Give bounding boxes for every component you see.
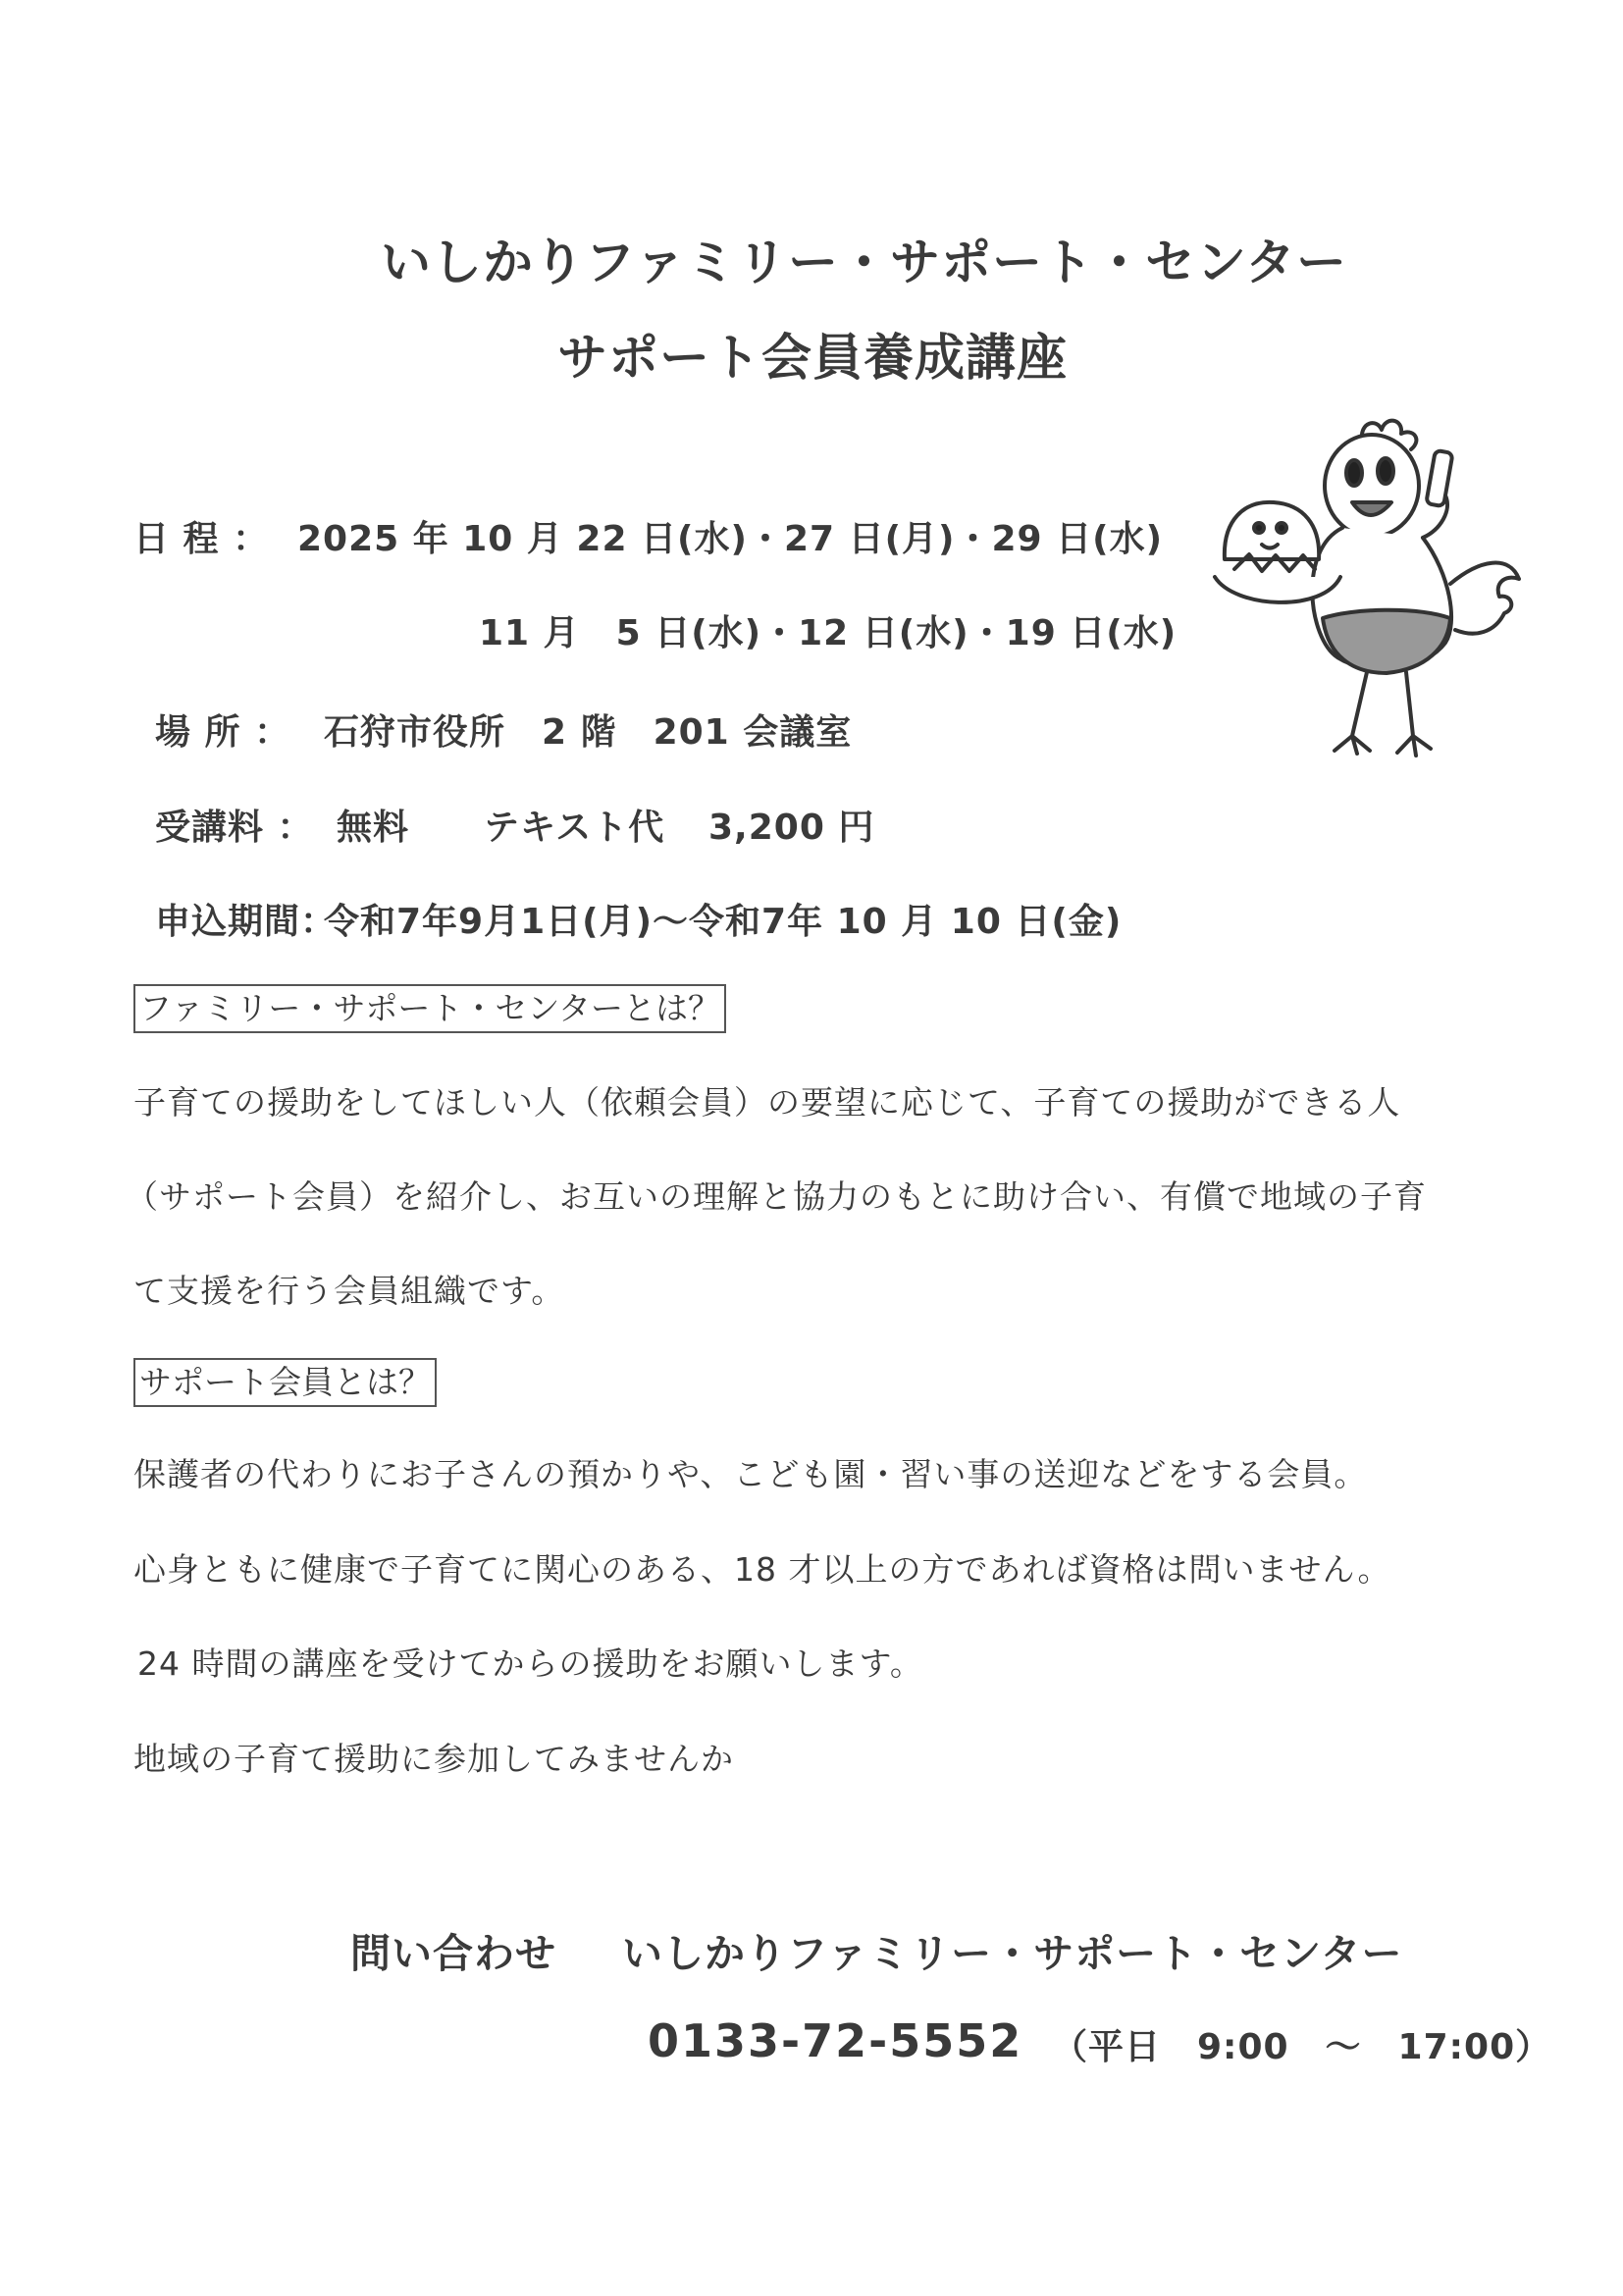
contact-phone: 0133-72-5552 (648, 2014, 1023, 2067)
section2-line1: 保護者の代わりにお子さんの預かりや、こども園・習い事の送迎などをする会員。 (133, 1455, 1368, 1493)
fee-value: 無料 (337, 808, 410, 848)
contact-organization: いしかりファミリー・サポート・センター (622, 1930, 1403, 1977)
hen-mascot-illustration (1205, 412, 1539, 775)
section1-line3: て支援を行う会員組織です。 (133, 1272, 565, 1310)
title-line1: いしかりファミリー・サポート・センター (381, 235, 1347, 292)
application-label: 申込期間： (155, 902, 338, 942)
fee-label: 受講料 ： (155, 808, 314, 848)
section1-line2: （サポート会員）を紹介し、お互いの理解と協力のもとに助け合い、有償で地域の子育 (126, 1177, 1427, 1216)
text-fee-label: テキスト代 (484, 808, 665, 848)
section2-line4: 地域の子育て援助に参加してみませんか (133, 1740, 734, 1778)
contact-label: 問い合わせ (350, 1930, 556, 1977)
section1-line1: 子育ての援助をしてほしい人（依頼会員）の要望に応じて、子育ての援助ができる人 (133, 1083, 1401, 1122)
text-fee-value: 3,200 円 (708, 808, 875, 848)
schedule-label: 日 程 ： (133, 519, 270, 559)
title-line2: サポート会員養成講座 (557, 330, 1069, 388)
section2-line2: 心身ともに健康で子育てに関心のある、18 才以上の方であれば資格は問いません。 (133, 1550, 1391, 1589)
section2-line3: 24 時間の講座を受けてからの援助をお願いします。 (137, 1644, 923, 1683)
contact-hours: （平日 9:00 ～ 17:00） (1052, 2027, 1552, 2067)
venue-label: 場 所 ： (155, 712, 291, 753)
schedule-dates-line2: 11 月 5 日(水)・12 日(水)・19 日(水) (479, 613, 1178, 653)
venue-value: 石狩市役所 2 階 201 会議室 (324, 712, 853, 753)
application-value: 令和7年9月1日(月)～令和7年 10 月 10 日(金) (324, 902, 1123, 942)
schedule-dates-line1: 2025 年 10 月 22 日(水)・27 日(月)・29 日(水) (297, 519, 1164, 559)
section2-heading: サポート会員とは？ (133, 1358, 437, 1407)
section1-heading: ファミリー・サポート・センターとは？ (133, 984, 726, 1033)
